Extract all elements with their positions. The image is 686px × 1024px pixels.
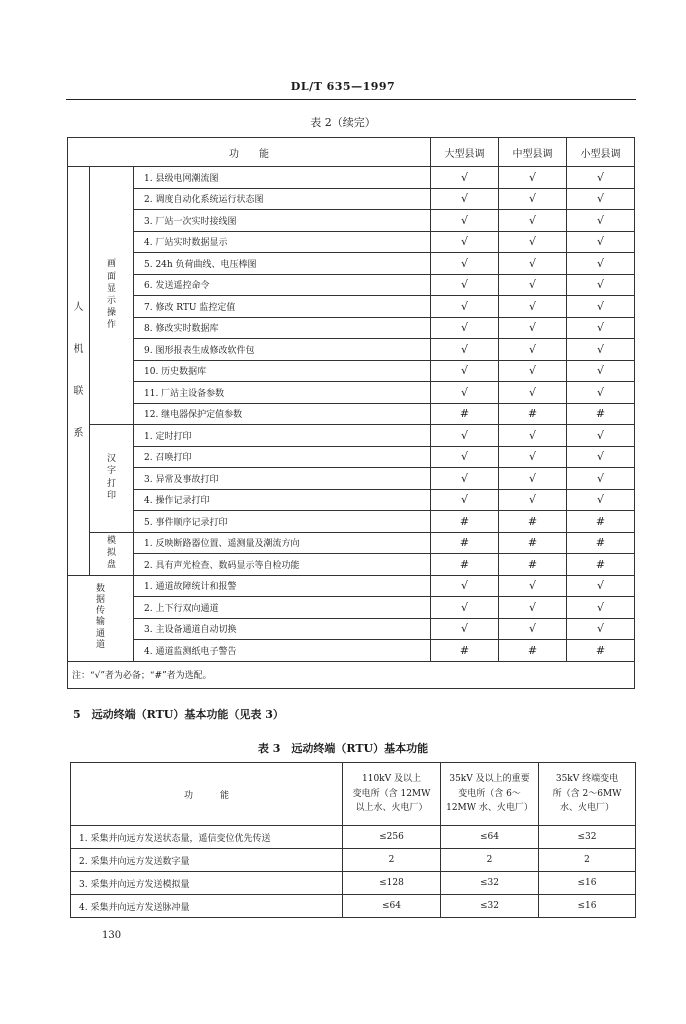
value-35kv-important: 2 xyxy=(441,849,539,872)
function-label: 7. 修改 RTU 监控定值 xyxy=(134,296,431,318)
value-35kv-terminal: ≤32 xyxy=(539,826,636,849)
subgroup-label xyxy=(90,532,134,575)
table-row xyxy=(71,826,636,849)
mark-large: # xyxy=(431,532,499,554)
mark-medium: √ xyxy=(499,253,567,275)
function-label: 1. 通道故障统计和报警 xyxy=(134,575,431,597)
function-label: 10. 历史数据库 xyxy=(134,360,431,382)
header-line: 变电所（含 12MW xyxy=(352,788,431,799)
subgroup-label xyxy=(90,425,134,533)
table-row xyxy=(68,317,635,339)
table2-header-large: 大型县调 xyxy=(431,138,499,167)
mark-large: √ xyxy=(431,188,499,210)
header-line: 35kV 及以上的重要 xyxy=(449,774,530,785)
table3-header-function: 功 能 xyxy=(71,763,343,826)
table2-header-function: 功 能 xyxy=(68,138,431,167)
header-line: 水、火电厂） xyxy=(559,803,614,814)
mark-small: # xyxy=(567,554,635,576)
mark-small: √ xyxy=(567,167,635,189)
mark-medium: √ xyxy=(499,317,567,339)
table3 xyxy=(70,762,636,918)
mark-medium: √ xyxy=(499,597,567,619)
subgroup-label xyxy=(90,167,134,425)
mark-large: √ xyxy=(431,274,499,296)
mark-small: √ xyxy=(567,317,635,339)
group-label-main xyxy=(68,167,90,576)
mark-small: √ xyxy=(567,468,635,490)
mark-medium: √ xyxy=(499,575,567,597)
mark-small: √ xyxy=(567,210,635,232)
function-label: 6. 发送遥控命令 xyxy=(134,274,431,296)
function-label: 1. 县级电网潮流图 xyxy=(134,167,431,189)
function-label: 4. 采集并向远方发送脉冲量 xyxy=(71,895,343,918)
mark-large: √ xyxy=(431,210,499,232)
mark-large: # xyxy=(431,403,499,425)
table3-caption: 表 3 远动终端（RTU）基本功能 xyxy=(257,742,429,755)
mark-medium: √ xyxy=(499,425,567,447)
function-label: 1. 反映断路器位置、遥测量及潮流方向 xyxy=(134,532,431,554)
mark-large: √ xyxy=(431,489,499,511)
table2-header-row xyxy=(68,138,635,167)
function-label: 2. 上下行双向通道 xyxy=(134,597,431,619)
value-35kv-terminal: ≤16 xyxy=(539,872,636,895)
table-row xyxy=(68,425,635,447)
table-row xyxy=(68,296,635,318)
mark-large: √ xyxy=(431,296,499,318)
mark-large: √ xyxy=(431,317,499,339)
mark-small: √ xyxy=(567,253,635,275)
table-row xyxy=(68,231,635,253)
mark-large: √ xyxy=(431,382,499,404)
mark-medium: √ xyxy=(499,360,567,382)
mark-medium: √ xyxy=(499,489,567,511)
table-row xyxy=(68,640,635,662)
mark-small: √ xyxy=(567,296,635,318)
mark-large: √ xyxy=(431,167,499,189)
table-row xyxy=(68,554,635,576)
mark-small: √ xyxy=(567,274,635,296)
table-row xyxy=(71,872,636,895)
table-row xyxy=(68,253,635,275)
mark-small: √ xyxy=(567,446,635,468)
mark-medium: √ xyxy=(499,446,567,468)
mark-large: √ xyxy=(431,446,499,468)
mark-medium: √ xyxy=(499,210,567,232)
table2-header-small: 小型县调 xyxy=(567,138,635,167)
function-label: 1. 采集并向远方发送状态量，遥信变位优先传送 xyxy=(71,826,343,849)
table-row xyxy=(68,403,635,425)
function-label: 1. 定时打印 xyxy=(134,425,431,447)
header-line: 变电所（含 6～ xyxy=(458,788,521,799)
function-label: 9. 图形报表生成修改软件包 xyxy=(134,339,431,361)
mark-medium: √ xyxy=(499,339,567,361)
page-number: 130 xyxy=(102,930,122,941)
value-110kv: ≤128 xyxy=(343,872,441,895)
header-line: 110kV 及以上 xyxy=(362,774,421,785)
function-label: 11. 厂站主设备参数 xyxy=(134,382,431,404)
table2-header-medium: 中型县调 xyxy=(499,138,567,167)
table-row xyxy=(68,575,635,597)
mark-large: √ xyxy=(431,468,499,490)
mark-medium: # xyxy=(499,511,567,533)
function-label: 4. 厂站实时数据显示 xyxy=(134,231,431,253)
mark-small: # xyxy=(567,532,635,554)
header-line: 35kV 终端变电 xyxy=(555,774,619,785)
value-110kv: ≤64 xyxy=(343,895,441,918)
mark-small: # xyxy=(567,403,635,425)
vertical-label-text: 人机联系 xyxy=(73,301,84,439)
table2-note: 注：“√”者为必备；“#”者为选配。 xyxy=(68,661,635,688)
mark-small: √ xyxy=(567,382,635,404)
mark-medium: √ xyxy=(499,296,567,318)
table-row xyxy=(68,489,635,511)
table-row xyxy=(68,382,635,404)
value-35kv-important: ≤32 xyxy=(441,872,539,895)
table-row xyxy=(68,511,635,533)
mark-medium: √ xyxy=(499,231,567,253)
function-label: 3. 厂站一次实时接线图 xyxy=(134,210,431,232)
function-label: 8. 修改实时数据库 xyxy=(134,317,431,339)
function-label: 2. 采集并向远方发送数字量 xyxy=(71,849,343,872)
value-35kv-important: ≤64 xyxy=(441,826,539,849)
function-label: 3. 主设备通道自动切换 xyxy=(134,618,431,640)
table2-note-row xyxy=(68,661,635,688)
mark-medium: √ xyxy=(499,382,567,404)
table-row xyxy=(68,446,635,468)
mark-large: # xyxy=(431,640,499,662)
mark-medium: # xyxy=(499,640,567,662)
mark-small: √ xyxy=(567,188,635,210)
table-row xyxy=(71,895,636,918)
mark-medium: √ xyxy=(499,618,567,640)
mark-medium: √ xyxy=(499,274,567,296)
table-row xyxy=(68,468,635,490)
table-row xyxy=(71,849,636,872)
table2-caption: 表 2（续完） xyxy=(310,116,376,129)
function-label: 5. 事件顺序记录打印 xyxy=(134,511,431,533)
value-35kv-important: ≤32 xyxy=(441,895,539,918)
mark-small: √ xyxy=(567,231,635,253)
table-row xyxy=(68,532,635,554)
mark-large: √ xyxy=(431,597,499,619)
mark-small: √ xyxy=(567,489,635,511)
mark-large: √ xyxy=(431,253,499,275)
header-rule xyxy=(66,99,636,100)
mark-large: √ xyxy=(431,575,499,597)
table-row xyxy=(68,339,635,361)
mark-large: √ xyxy=(431,360,499,382)
value-110kv: 2 xyxy=(343,849,441,872)
value-35kv-terminal: 2 xyxy=(539,849,636,872)
mark-small: √ xyxy=(567,597,635,619)
function-label: 5. 24h 负荷曲线、电压棒图 xyxy=(134,253,431,275)
table-row xyxy=(68,360,635,382)
section-5-heading: 5 远动终端（RTU）基本功能（见表 3） xyxy=(73,708,284,721)
mark-small: √ xyxy=(567,360,635,382)
function-label: 2. 召唤打印 xyxy=(134,446,431,468)
mark-large: √ xyxy=(431,618,499,640)
mark-small: # xyxy=(567,640,635,662)
table2 xyxy=(67,137,635,689)
mark-small: √ xyxy=(567,618,635,640)
header-line: 所（含 2～6MW xyxy=(552,788,622,799)
vertical-label-text: 模拟盘 xyxy=(107,535,117,570)
function-label: 2. 具有声光检查、数码显示等自检功能 xyxy=(134,554,431,576)
mark-medium: # xyxy=(499,403,567,425)
document-code: DL/T 635—1997 xyxy=(290,80,396,93)
function-label: 2. 调度自动化系统运行状态图 xyxy=(134,188,431,210)
vertical-label-text: 汉字打印 xyxy=(107,454,117,501)
header-line: 12MW 水、火电厂） xyxy=(446,803,533,814)
value-35kv-terminal: ≤16 xyxy=(539,895,636,918)
table3-header-35kv-important xyxy=(441,763,539,826)
function-label: 12. 继电器保护定值参数 xyxy=(134,403,431,425)
table-row xyxy=(68,167,635,189)
mark-medium: √ xyxy=(499,167,567,189)
function-label: 3. 采集并向远方发送模拟量 xyxy=(71,872,343,895)
vertical-label-text: 数据传输通道 xyxy=(96,583,106,650)
table-row xyxy=(68,597,635,619)
mark-small: √ xyxy=(567,339,635,361)
table3-header-35kv-terminal xyxy=(539,763,636,826)
mark-medium: # xyxy=(499,532,567,554)
table3-header-110kv xyxy=(343,763,441,826)
table-row xyxy=(68,618,635,640)
group-label-data xyxy=(68,575,134,661)
header-line: 以上水、火电厂） xyxy=(355,803,428,814)
table-row xyxy=(68,210,635,232)
mark-small: √ xyxy=(567,575,635,597)
mark-large: √ xyxy=(431,425,499,447)
mark-large: √ xyxy=(431,231,499,253)
function-label: 4. 操作记录打印 xyxy=(134,489,431,511)
table-row xyxy=(68,188,635,210)
mark-large: # xyxy=(431,511,499,533)
mark-large: √ xyxy=(431,339,499,361)
vertical-label-text: 画面显示操作 xyxy=(107,259,117,331)
value-110kv: ≤256 xyxy=(343,826,441,849)
table-row xyxy=(68,274,635,296)
mark-medium: √ xyxy=(499,468,567,490)
mark-small: # xyxy=(567,511,635,533)
mark-large: # xyxy=(431,554,499,576)
function-label: 4. 通道监测纸电子警告 xyxy=(134,640,431,662)
mark-medium: # xyxy=(499,554,567,576)
mark-small: √ xyxy=(567,425,635,447)
table3-header-row xyxy=(71,763,636,826)
function-label: 3. 异常及事故打印 xyxy=(134,468,431,490)
mark-medium: √ xyxy=(499,188,567,210)
